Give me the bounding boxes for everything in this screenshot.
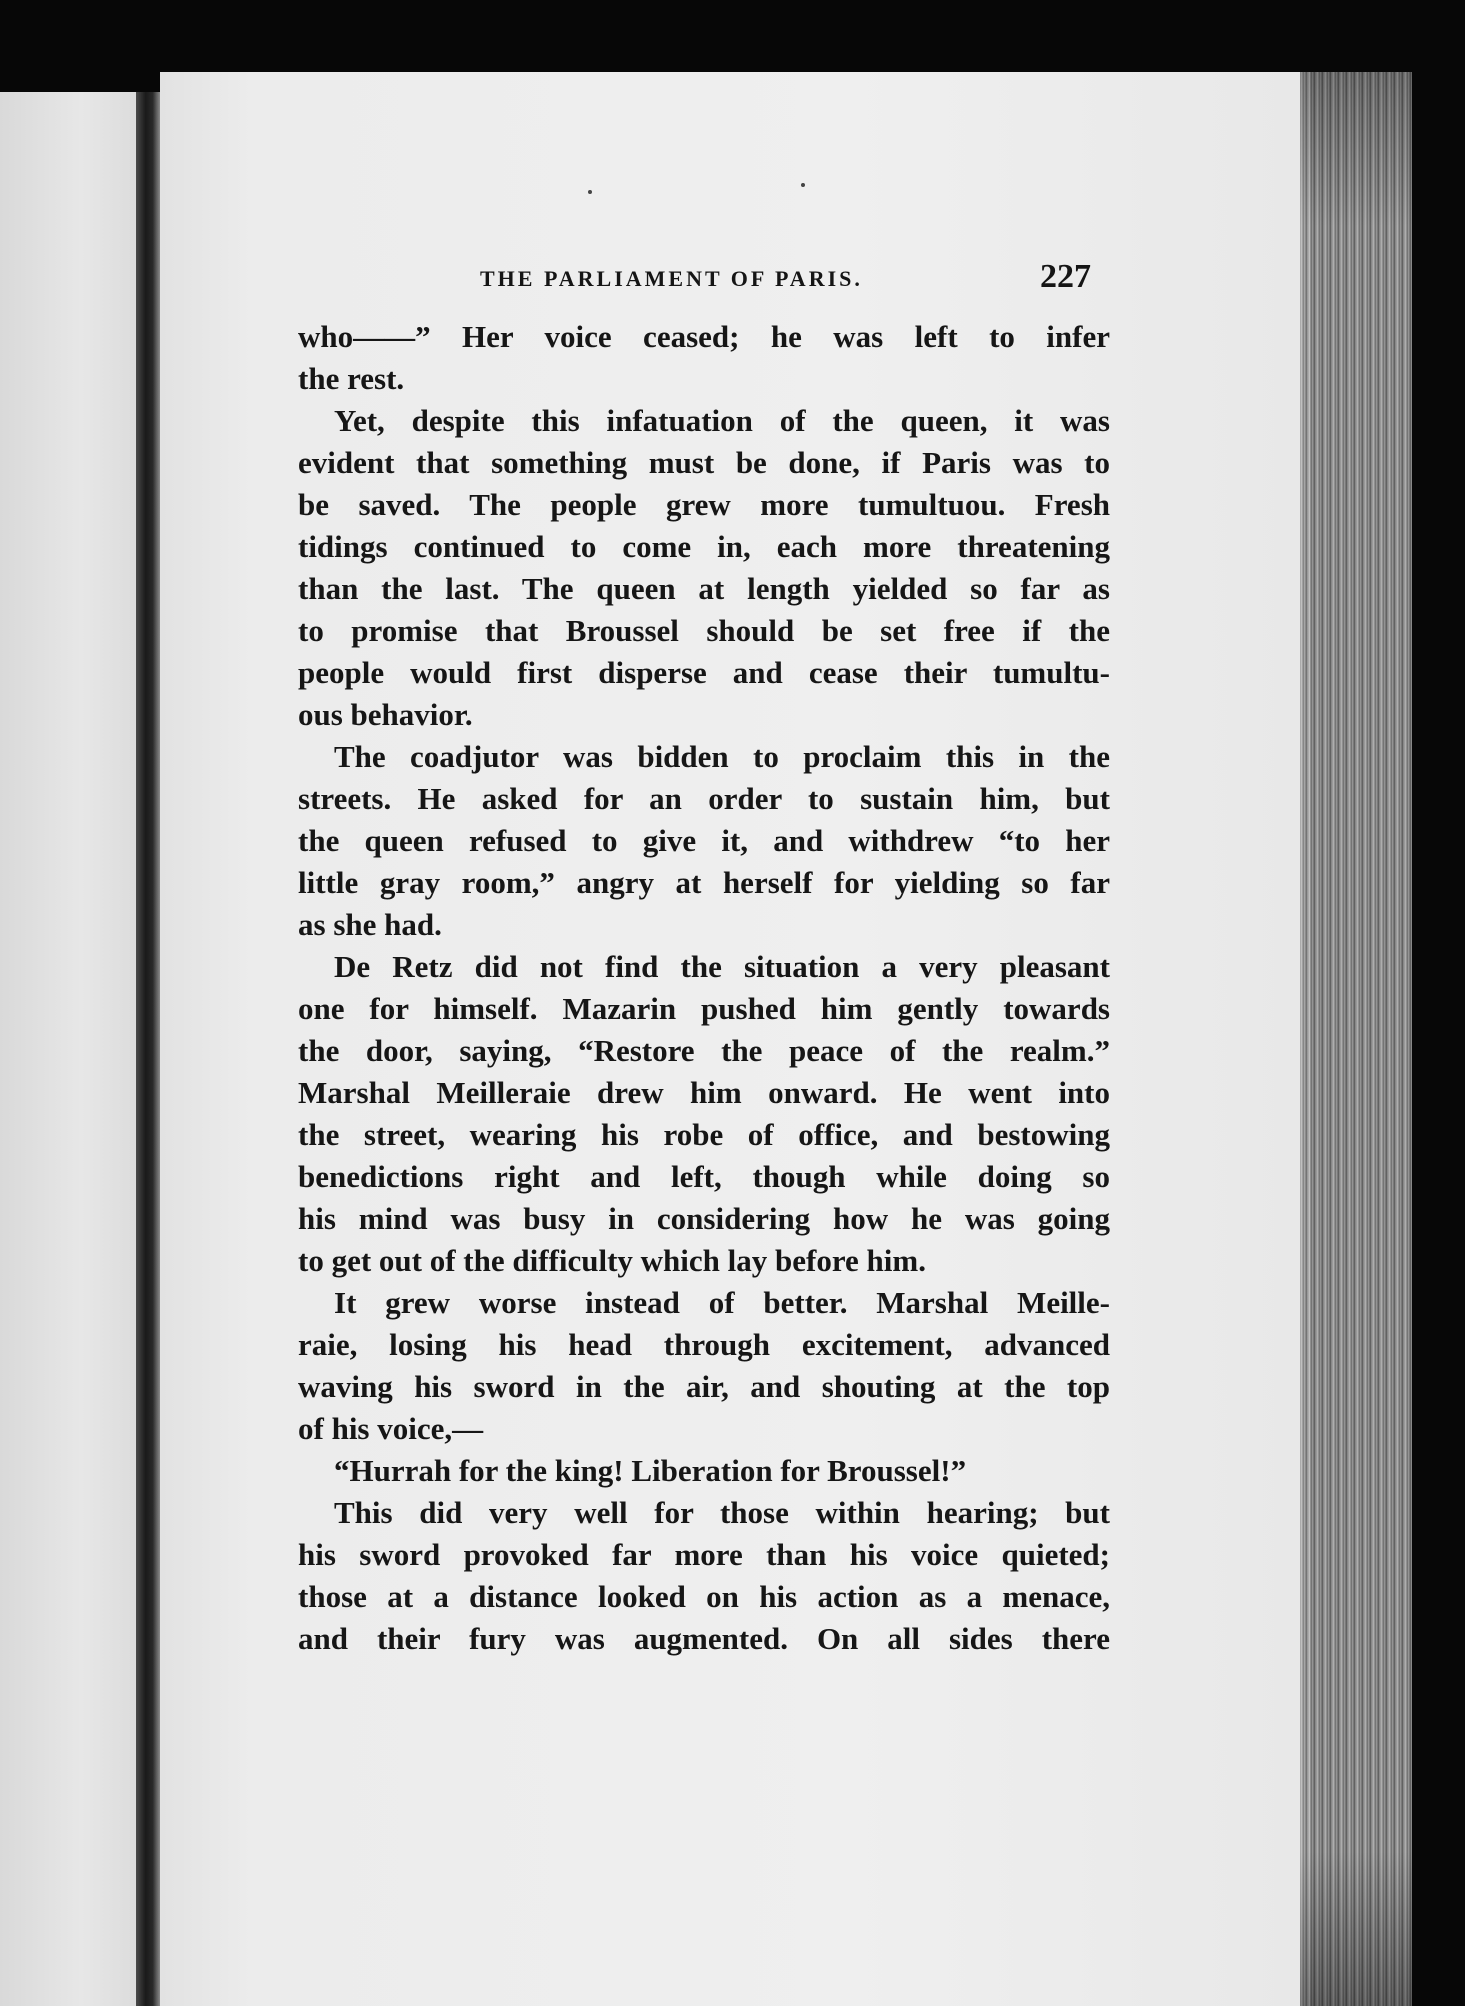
text-line: than the last. The queen at length yielded so far as — [298, 571, 1110, 606]
body-text — [298, 316, 1110, 1660]
text-line: people would first disperse and cease their tumultu- — [298, 655, 1110, 690]
text-line: De Retz did not find the situation a very pleasant — [334, 949, 1110, 984]
text-line: be saved. The people grew more tumultuou. Fresh — [298, 487, 1110, 522]
text-line: little gray room,” angry at herself for yielding so far — [298, 865, 1110, 900]
text-line: his sword provoked far more than his voice quieted; — [298, 1537, 1110, 1572]
text-line: one for himself. Mazarin pushed him gently towards — [298, 991, 1110, 1026]
text-line: waving his sword in the air, and shouting at the top — [298, 1369, 1110, 1404]
text-line: “Hurrah for the king! Liberation for Broussel!” — [334, 1453, 967, 1488]
text-line: those at a distance looked on his action as a menace, — [298, 1579, 1110, 1614]
text-line: to get out of the difficulty which lay before him. — [298, 1243, 926, 1278]
running-title: THE PARLIAMENT OF PARIS. — [480, 266, 863, 291]
text-line: This did very well for those within hearing; but — [334, 1495, 1110, 1530]
text-line: his mind was busy in considering how he was going — [298, 1201, 1110, 1236]
text-line: streets. He asked for an order to sustain him, but — [298, 781, 1110, 816]
text-line: ous behavior. — [298, 697, 473, 732]
text-line: Yet, despite this infatuation of the queen, it was — [334, 403, 1110, 438]
text-line: tidings continued to come in, each more threatening — [298, 529, 1110, 564]
page-stack-edges — [1300, 72, 1412, 2006]
page-header — [480, 258, 1100, 318]
text-line: The coadjutor was bidden to proclaim this in the — [334, 739, 1110, 774]
text-line: the queen refused to give it, and withdrew “to her — [298, 823, 1110, 858]
text-line: the street, wearing his robe of office, and bestowing — [298, 1117, 1110, 1152]
text-line: and their fury was augmented. On all sides there — [298, 1621, 1110, 1656]
text-line: raie, losing his head through excitement, advanced — [298, 1327, 1110, 1362]
text-line: It grew worse instead of better. Marshal Meille- — [334, 1285, 1110, 1320]
text-line: the rest. — [298, 361, 405, 396]
text-line: of his voice,— — [298, 1411, 484, 1446]
text-line: benedictions right and left, though while doing so — [298, 1159, 1110, 1194]
book-gutter — [136, 92, 160, 2006]
text-line: as she had. — [298, 907, 442, 942]
text-line: evident that something must be done, if Paris was to — [298, 445, 1110, 480]
text-line: Marshal Meilleraie drew him onward. He went into — [298, 1075, 1110, 1110]
page-number: 227 — [1040, 258, 1091, 295]
text-line: to promise that Broussel should be set free if the — [298, 613, 1110, 648]
text-line: the door, saying, “Restore the peace of the realm.” — [298, 1033, 1110, 1068]
left-page-edge — [0, 92, 136, 2006]
text-line: who——” Her voice ceased; he was left to infer — [298, 319, 1110, 354]
